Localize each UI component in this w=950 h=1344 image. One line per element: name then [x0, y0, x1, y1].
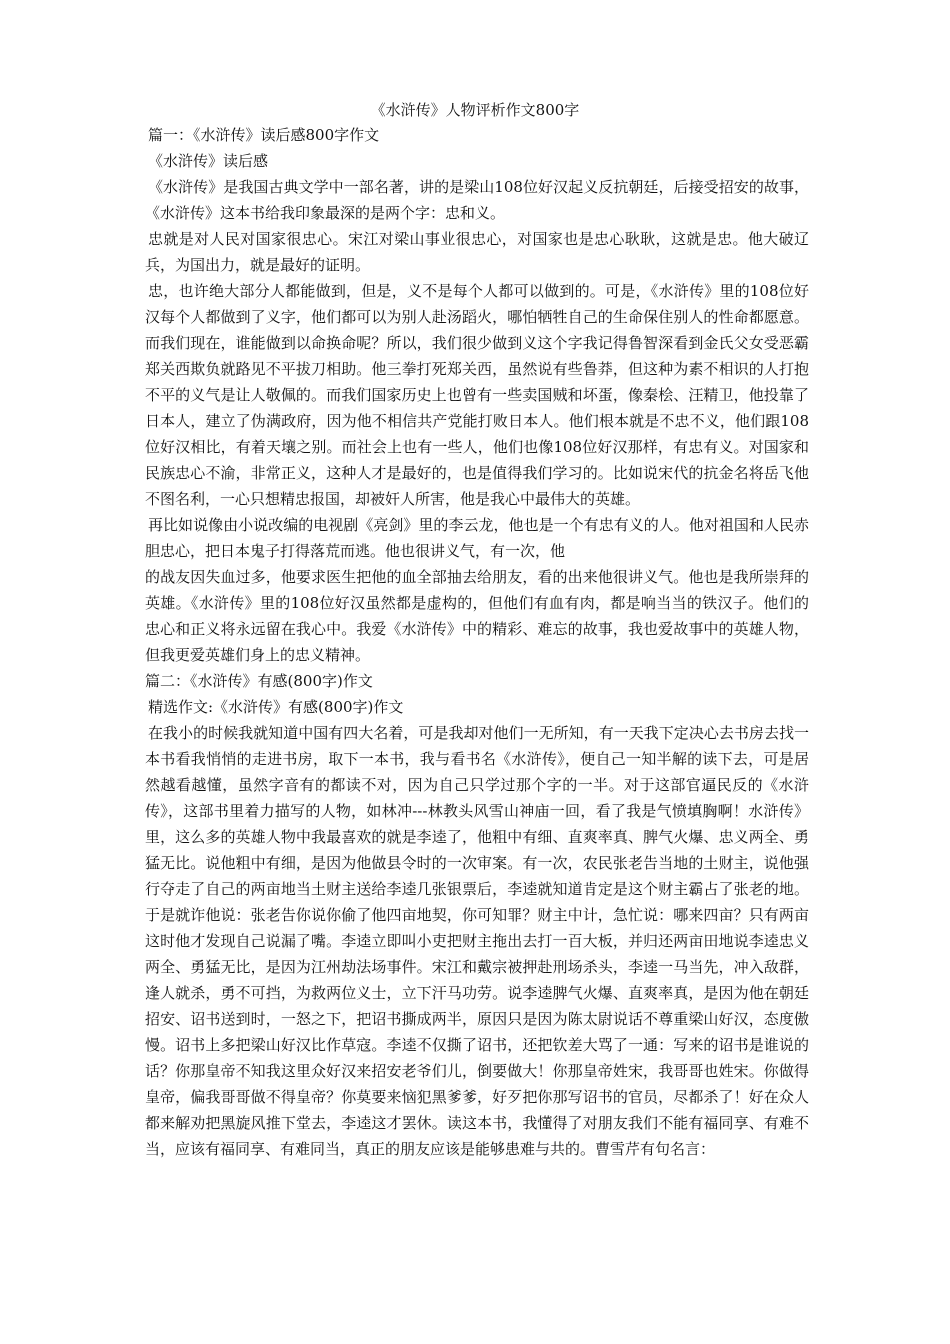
subheading: 《水浒传》读后感	[148, 152, 269, 170]
section-heading-1: 篇一：《水浒传》读后感800字作文	[148, 126, 380, 144]
paragraph: 忠，也许绝大部分人都能做到，但是，义不是每个人都可以做到的。可是，《水浒传》里的108位好汉每个人都做到了义字，他们都可以为别人赴汤蹈火，哪怕牺牲自己的生命保住别人的性命都愿意。而我们现在，谁能做到以命换命呢？所以，我们很少做到义这个字我记得鲁智深看到金氏父女受恶霸郑关西欺负就路见不平拔刀相助。他三拳打死郑关西，虽然说有些鲁莽，但这种为素不相识的人打抱不平的义气是让人敬佩的。而我们国家历史上也曾有一些卖国贼和坏蛋，像秦桧、汪精卫，他投靠了日本人，建立了伪满政府，因为他不相信共产党能打败日本人。他们根本就是不忠不义，他们跟108位好汉相比，有着天壤之别。而社会上也有一些人，他们也像108位好汉那样，有忠有义。对国家和民族忠心不渝，非常正义，这种人才是最好的，也是值得我们学习的。比如说宋代的抗金名将岳飞他不图名利，一心只想精忠报国，却被奸人所害，他是我心中最伟大的英雄。	[145, 282, 809, 508]
paragraph: 忠就是对人民对国家很忠心。宋江对梁山事业很忠心，对国家也是忠心耿耿，这就是忠。他大破辽兵，为国出力，就是最好的证明。	[145, 230, 809, 274]
paragraph: 的战友因失血过多，他要求医生把他的血全部抽去给朋友，看的出来他很讲义气。他也是我所崇拜的英雄。《水浒传》里的108位好汉虽然都是虚构的，但他们有血有肉，都是响当当的铁汉子。他们的忠心和正义将永远留在我心中。我爱《水浒传》中的精彩、难忘的故事，我也爱故事中的英雄人物，但我更爱英雄们身上的忠义精神。	[145, 568, 809, 664]
subheading: 精选作文:《水浒传》有感(800字)作文	[148, 698, 404, 716]
section-heading-2: 篇二：《水浒传》有感(800字)作文	[145, 672, 373, 690]
paragraph: 在我小的时候我就知道中国有四大名着，可是我却对他们一无所知，有一天我下定决心去书房去找一本书看我悄悄的走进书房，取下一本书，我与看书名《水浒传》，便自己一知半解的读下去，可是居然越看越懂，虽然字音有的都读不对，因为自己只学过那个字的一半。对于这部官逼民反的《水浒传》，这部书里着力描写的人物，如林冲---林教头风雪山神庙一回，看了我是气愤填胸啊！水浒传》里，这么多的英雄人物中我最喜欢的就是李逵了，他粗中有细、直爽率真、脾气火爆、忠义两全、勇猛无比。说他粗中有细，是因为他做县令时的一次审案。有一次，农民张老告当地的土财主，说他强行夺走了自己的两亩地当土财主送给李逵几张银票后，李逵就知道肯定是这个财主霸占了张老的地。于是就诈他说：张老告你说你偷了他四亩地契，你可知罪？财主中计，急忙说：哪来四亩？只有两亩这时他才发现自己说漏了嘴。李逵立即叫小吏把财主拖出去打一百大板，并归还两亩田地说李逵忠义两全、勇猛无比，是因为江州劫法场事件。宋江和戴宗被押赴刑场杀头，李逵一马当先，冲入敌群，逢人就杀，勇不可挡，为救两位义士，立下汗马功劳。说李逵脾气火爆、直爽率真，是因为他在朝廷招安、诏书送到时，一怒之下，把诏书撕成两半，原因只是因为陈太尉说话不尊重梁山好汉，态度傲慢。诏书上多把梁山好汉比作草寇。李逵不仅撕了诏书，还把钦差大骂了一通：写来的诏书是谁说的话？你那皇帝不知我这里众好汉来招安老爷们儿，倒要做大！你那皇帝姓宋，我哥哥也姓宋。你做得皇帝，偏我哥哥做不得皇帝？你莫要来恼犯黑爹爹，好歹把你那写诏书的官员，尽都杀了！好在众人都来解劝把黑旋风推下堂去，李逵这才罢休。读这本书，我懂得了对朋友我们不能有福同享、有难不当，应该有福同享、有难同当，真正的朋友应该是能够患难与共的。曹雪芹有句名言：	[145, 724, 809, 1158]
paragraph: 再比如说像由小说改编的电视剧《亮剑》里的李云龙，他也是一个有忠有义的人。他对祖国和人民赤胆忠心，把日本鬼子打得落荒而逃。他也很讲义气，有一次，他	[145, 516, 809, 560]
document-title: 《水浒传》人物评析作文800字	[370, 101, 580, 119]
paragraph: 《水浒传》是我国古典文学中一部名著，讲的是梁山108位好汉起义反抗朝廷，后接受招安的故事，《水浒传》这本书给我印象最深的是两个字：忠和义。	[145, 178, 809, 222]
document-body	[145, 122, 809, 1162]
